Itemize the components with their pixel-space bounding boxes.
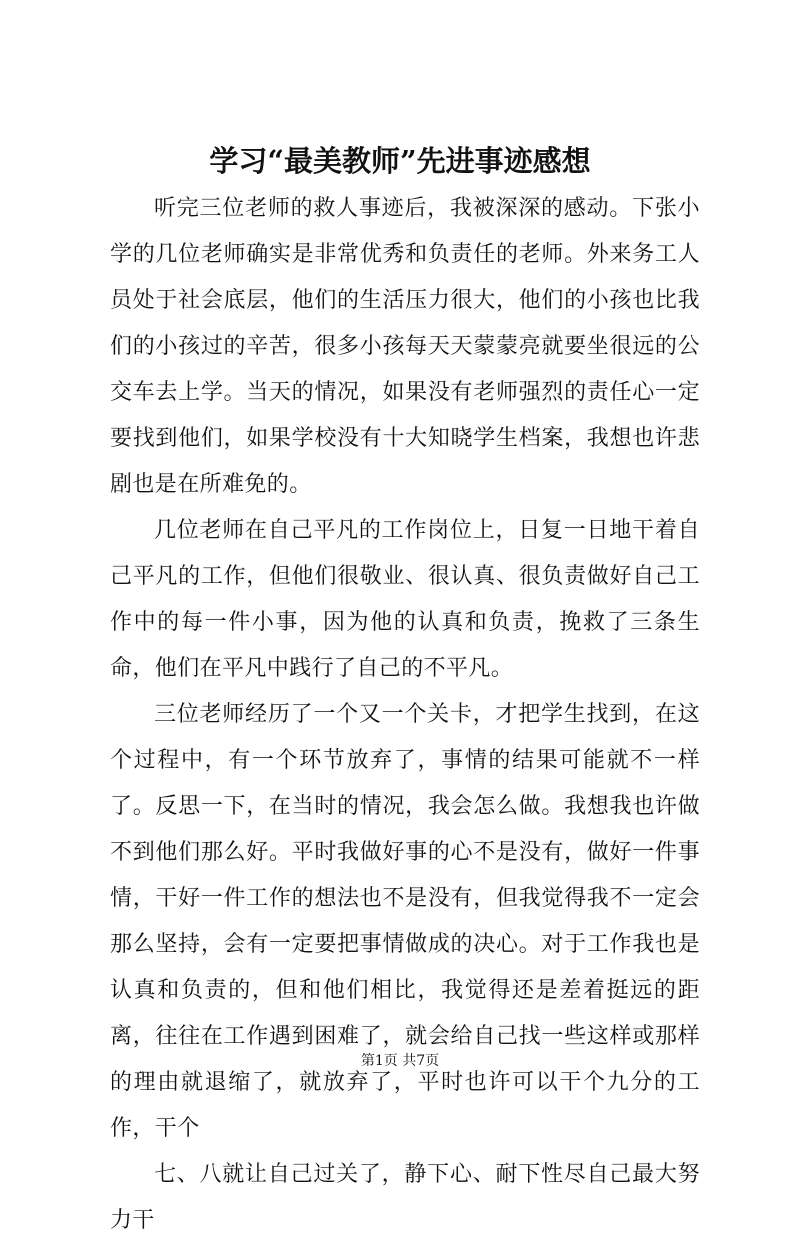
paragraph-3: 三位老师经历了一个又一个关卡，才把学生找到，在这个过程中，有一个环节放弃了，事情的结果可能就不一样了。反思一下，在当时的情况，我会怎么做。我想我也许做不到他们那么好。平时我做好事的心不是没有，做好一件事情，干好一件工作的想法也不是没有，但我觉得我不一定会那么坚持，会有一定要把事情做成的决心。对于工作我也是认真和负责的，但和他们相比，我觉得还是差着挺远的距离，往往在工作遇到困难了，就会给自己找一些这样或那样的理由就退缩了，就放弃了，平时也许可以干个九分的工作，干个 <box>110 702 700 1141</box>
paragraph-2: 几位老师在自己平凡的工作岗位上，日复一日地干着自己平凡的工作，但他们很敬业、很认真、很负责做好自己工作中的每一件小事，因为他的认真和负责，挽救了三条生命，他们在平凡中践行了自己的不平凡。 <box>110 518 700 681</box>
paragraph-4: 七、八就让自己过关了，静下心、耐下性尽自己最大努力干 <box>110 1162 700 1233</box>
document-body <box>110 186 700 1244</box>
document-title: 学习“最美教师”先进事迹感想 <box>209 144 591 178</box>
page-number-footer: 第1页 共7页 <box>360 1053 440 1069</box>
paragraph-1: 听完三位老师的救人事迹后，我被深深的感动。下张小学的几位老师确实是非常优秀和负责任的老师。外来务工人员处于社会底层，他们的生活压力很大，他们的小孩也比我们的小孩过的辛苦，很多小孩每天天蒙蒙亮就要坐很远的公交车去上学。当天的情况，如果没有老师强烈的责任心一定要找到他们，如果学校没有十大知晓学生档案，我想也许悲剧也是在所难免的。 <box>110 196 700 497</box>
